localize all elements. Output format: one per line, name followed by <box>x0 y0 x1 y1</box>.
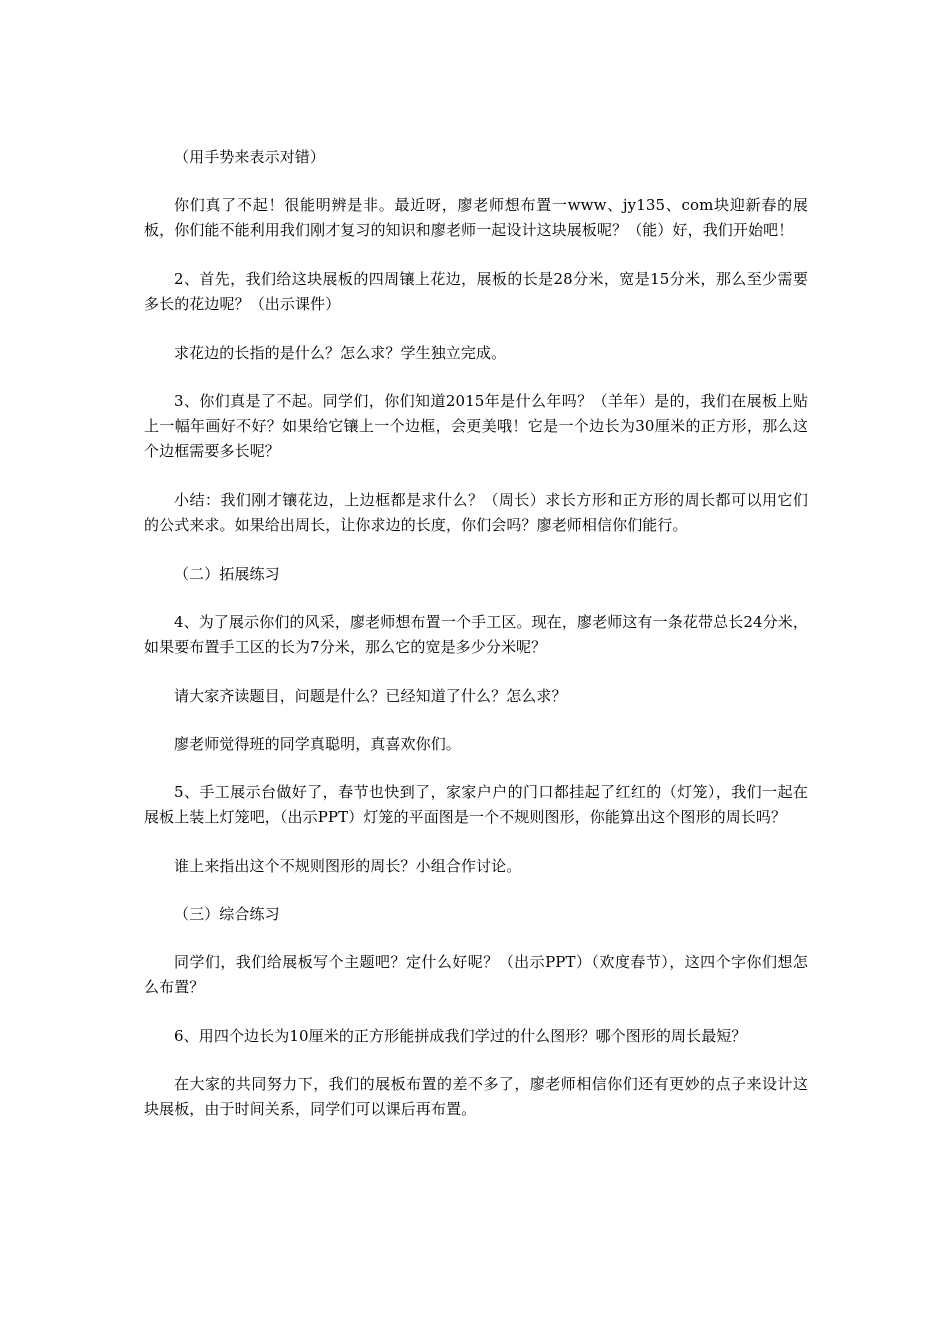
paragraph-question-3: 3、你们真是了不起。同学们，你们知道2015年是什么年吗？（羊年）是的，我们在展板上贴上一幅年画好不好？如果给它镶上一个边框，会更美哦！它是一个边长为30厘米的正方形，那么这个边框需要多长呢？ <box>144 392 808 460</box>
paragraph-lace-length: 求花边的长指的是什么？怎么求？学生独立完成。 <box>174 344 507 362</box>
paragraph-irregular-shape: 谁上来指出这个不规则图形的周长？小组合作讨论。 <box>174 857 522 875</box>
paragraph-question-5: 5、手工展示台做好了，春节也快到了，家家户户的门口都挂起了红红的（灯笼），我们一起在展板上装上灯笼吧，（出示PPT）灯笼的平面图是一个不规则图形，你能算出这个图形的周长吗？ <box>144 783 808 826</box>
paragraph-question-2: 2、首先，我们给这块展板的四周镶上花边，展板的长是28分米，宽是15分米，那么至少需要多长的花边呢？（出示课件） <box>144 270 808 313</box>
paragraph-gesture-note: （用手势来表示对错） <box>174 148 326 166</box>
paragraph-read-question: 请大家齐读题目，问题是什么？已经知道了什么？怎么求？ <box>174 687 567 705</box>
paragraph-theme: 同学们，我们给展板写个主题吧？定什么好呢？（出示PPT）（欢度春节），这四个字你们想怎么布置？ <box>144 953 808 996</box>
section-heading-comprehensive: （三）综合练习 <box>174 905 280 923</box>
paragraph-praise: 廖老师觉得班的同学真聪明，真喜欢你们。 <box>174 735 461 753</box>
document-page <box>144 145 808 1146</box>
paragraph-intro: 你们真了不起！很能明辨是非。最近呀，廖老师想布置一www、jy135、com块迎新春的展板，你们能不能利用我们刚才复习的知识和廖老师一起设计这块展板呢？（能）好，我们开始吧！ <box>144 196 808 239</box>
section-heading-extension: （二）拓展练习 <box>174 565 280 583</box>
paragraph-summary: 小结：我们刚才镶花边，上边框都是求什么？（周长）求长方形和正方形的周长都可以用它们的公式来求。如果给出周长，让你求边的长度，你们会吗？廖老师相信你们能行。 <box>144 491 808 534</box>
paragraph-closing: 在大家的共同努力下，我们的展板布置的差不多了，廖老师相信你们还有更妙的点子来设计这块展板，由于时间关系，同学们可以课后再布置。 <box>144 1075 808 1118</box>
paragraph-question-4: 4、为了展示你们的风采，廖老师想布置一个手工区。现在，廖老师这有一条花带总长24分米，如果要布置手工区的长为7分米，那么它的宽是多少分米呢？ <box>144 613 808 656</box>
paragraph-question-6: 6、用四个边长为10厘米的正方形能拼成我们学过的什么图形？哪个图形的周长最短？ <box>174 1027 747 1045</box>
